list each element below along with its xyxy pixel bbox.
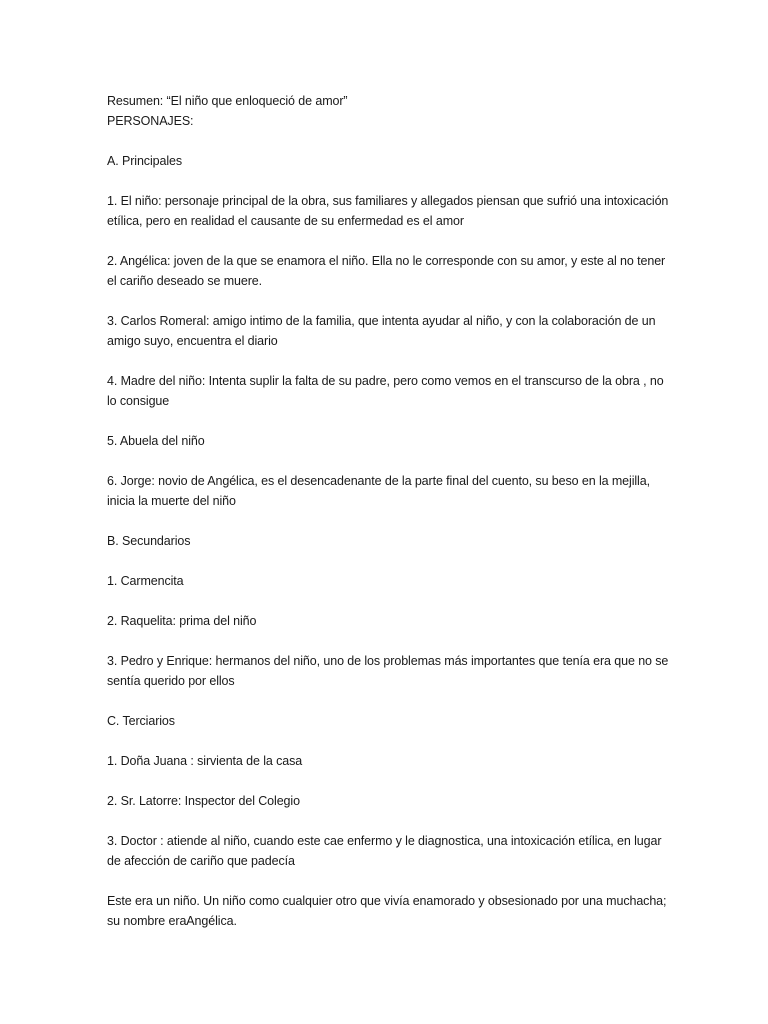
list-item: 1. Doña Juana : sirvienta de la casa [107, 754, 303, 768]
list-item: 1. El niño: personaje principal de la obra, sus familiares y allegados piensan que sufrió una intoxicación etílica, pero en realidad el causante de su enfermedad es el amor [107, 194, 669, 228]
list-item: 2. Angélica: joven de la que se enamora el niño. Ella no le corresponde con su amor, y este al no tener el cariño deseado se muere. [107, 254, 666, 288]
list-item: 4. Madre del niño: Intenta suplir la falta de su padre, pero como vemos en el transcurso de la obra , no lo consigue [107, 374, 664, 408]
closing-paragraph: Este era un niño. Un niño como cualquier otro que vivía enamorado y obsesionado por una muchacha; su nombre eraAngélica. [107, 894, 667, 928]
list-item: 2. Sr. Latorre: Inspector del Colegio [107, 794, 300, 808]
section-heading-secundarios: B. Secundarios [107, 534, 191, 548]
list-item: 3. Doctor : atiende al niño, cuando este cae enfermo y le diagnostica, una intoxicación etílica, en lugar de afección de cariño que padecía [107, 834, 662, 868]
list-item: 2. Raquelita: prima del niño [107, 614, 257, 628]
section-heading-principales: A. Principales [107, 154, 183, 168]
list-item: 5. Abuela del niño [107, 434, 205, 448]
list-item: 1. Carmencita [107, 574, 184, 588]
section-heading-terciarios: C. Terciarios [107, 714, 175, 728]
list-item: 6. Jorge: novio de Angélica, es el desencadenante de la parte final del cuento, su beso en la mejilla, inicia la muerte del niño [107, 474, 650, 508]
list-item: 3. Carlos Romeral: amigo intimo de la familia, que intenta ayudar al niño, y con la colaboración de un amigo suyo, encuentra el diario [107, 314, 656, 348]
document-body [107, 91, 672, 951]
personajes-heading: PERSONAJES: [107, 114, 194, 128]
document-title: Resumen: “El niño que enloqueció de amor” [107, 94, 348, 108]
list-item: 3. Pedro y Enrique: hermanos del niño, uno de los problemas más importantes que tenía era que no se sentía querido por ellos [107, 654, 669, 688]
